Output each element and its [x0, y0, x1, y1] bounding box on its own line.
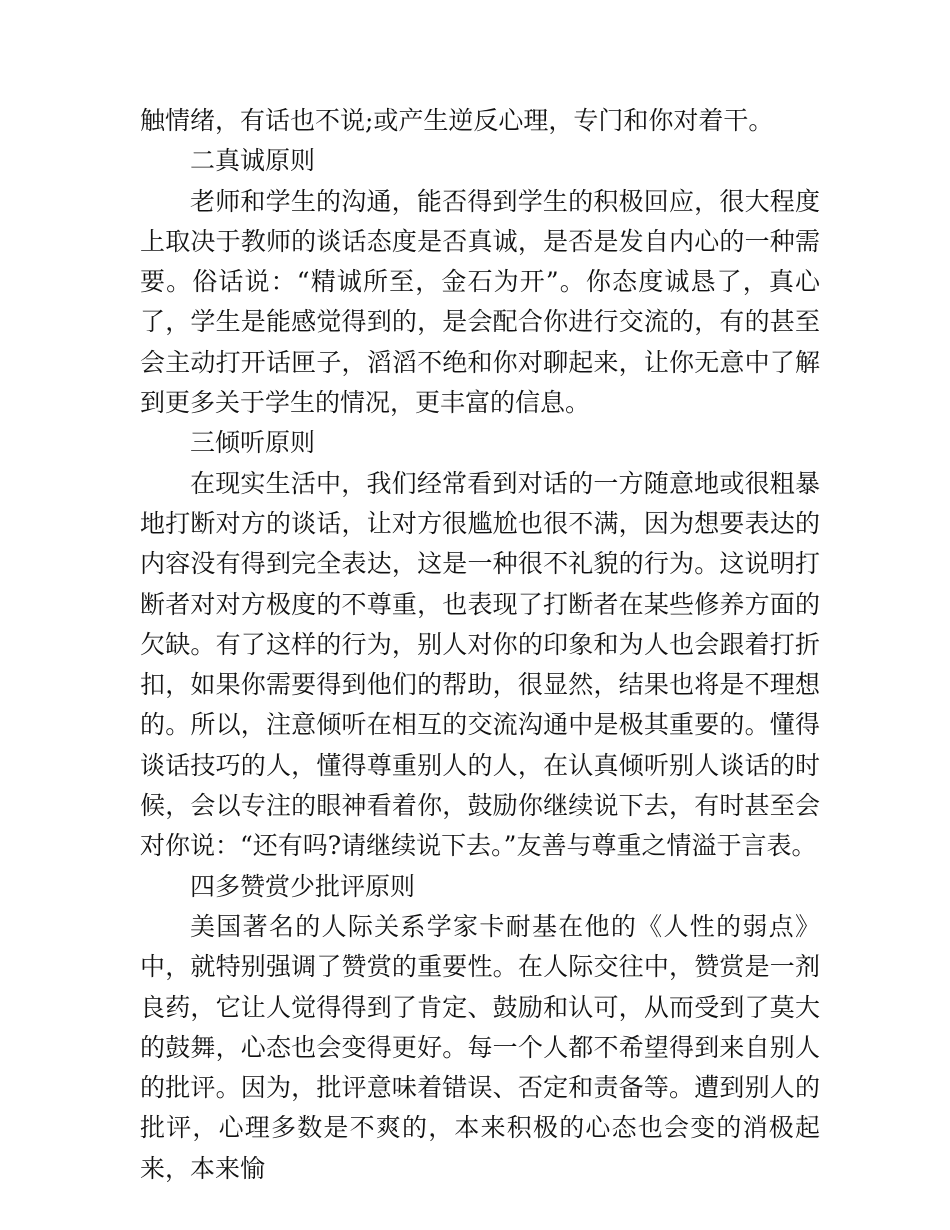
section-heading-praise: 四多赞赏少批评原则	[190, 871, 416, 901]
section-heading-sincerity: 二真诚原则	[190, 146, 316, 176]
section-heading-listening: 三倾听原则	[190, 428, 316, 458]
document-page	[140, 101, 820, 1189]
paragraph-sincerity: 老师和学生的沟通，能否得到学生的积极回应，很大程度上取决于教师的谈话态度是否真诚，是否是发自内心的一种需要。俗话说：“精诚所至，金石为开”。你态度诚恳了，真心了，学生是能感觉得到的，是会配合你进行交流的，有的甚至会主动打开话匣子，滔滔不绝和你对聊起来，让你无意中了解到更多关于学生的情况，更丰富的信息。	[140, 186, 820, 418]
paragraph-continuation: 触情绪，有话也不说;或产生逆反心理，专门和你对着干。	[140, 106, 774, 135]
paragraph-listening: 在现实生活中，我们经常看到对话的一方随意地或很粗暴地打断对方的谈话，让对方很尴尬也很不满，因为想要表达的内容没有得到完全表达，这是一种很不礼貌的行为。这说明打断者对对方极度的不尊重，也表现了打断者在某些修养方面的欠缺。有了这样的行为，别人对你的印象和为人也会跟着打折扣，如果你需要得到他们的帮助，很显然，结果也将是不理想的。所以，注意倾听在相互的交流沟通中是极其重要的。懂得谈话技巧的人，懂得尊重别人的人，在认真倾听别人谈话的时候，会以专注的眼神看着你，鼓励你继续说下去，有时甚至会对你说：“还有吗?请继续说下去。”友善与尊重之情溢于言表。	[140, 468, 820, 861]
paragraph-praise: 美国著名的人际关系学家卡耐基在他的《人性的弱点》中，就特别强调了赞赏的重要性。在人际交往中，赞赏是一剂良药，它让人觉得得到了肯定、鼓励和认可，从而受到了莫大的鼓舞，心态也会变得更好。每一个人都不希望得到来自别人的批评。因为，批评意味着错误、否定和责备等。遭到别人的批评，心理多数是不爽的，本来积极的心态也会变的消极起来，本来愉	[140, 911, 820, 1183]
